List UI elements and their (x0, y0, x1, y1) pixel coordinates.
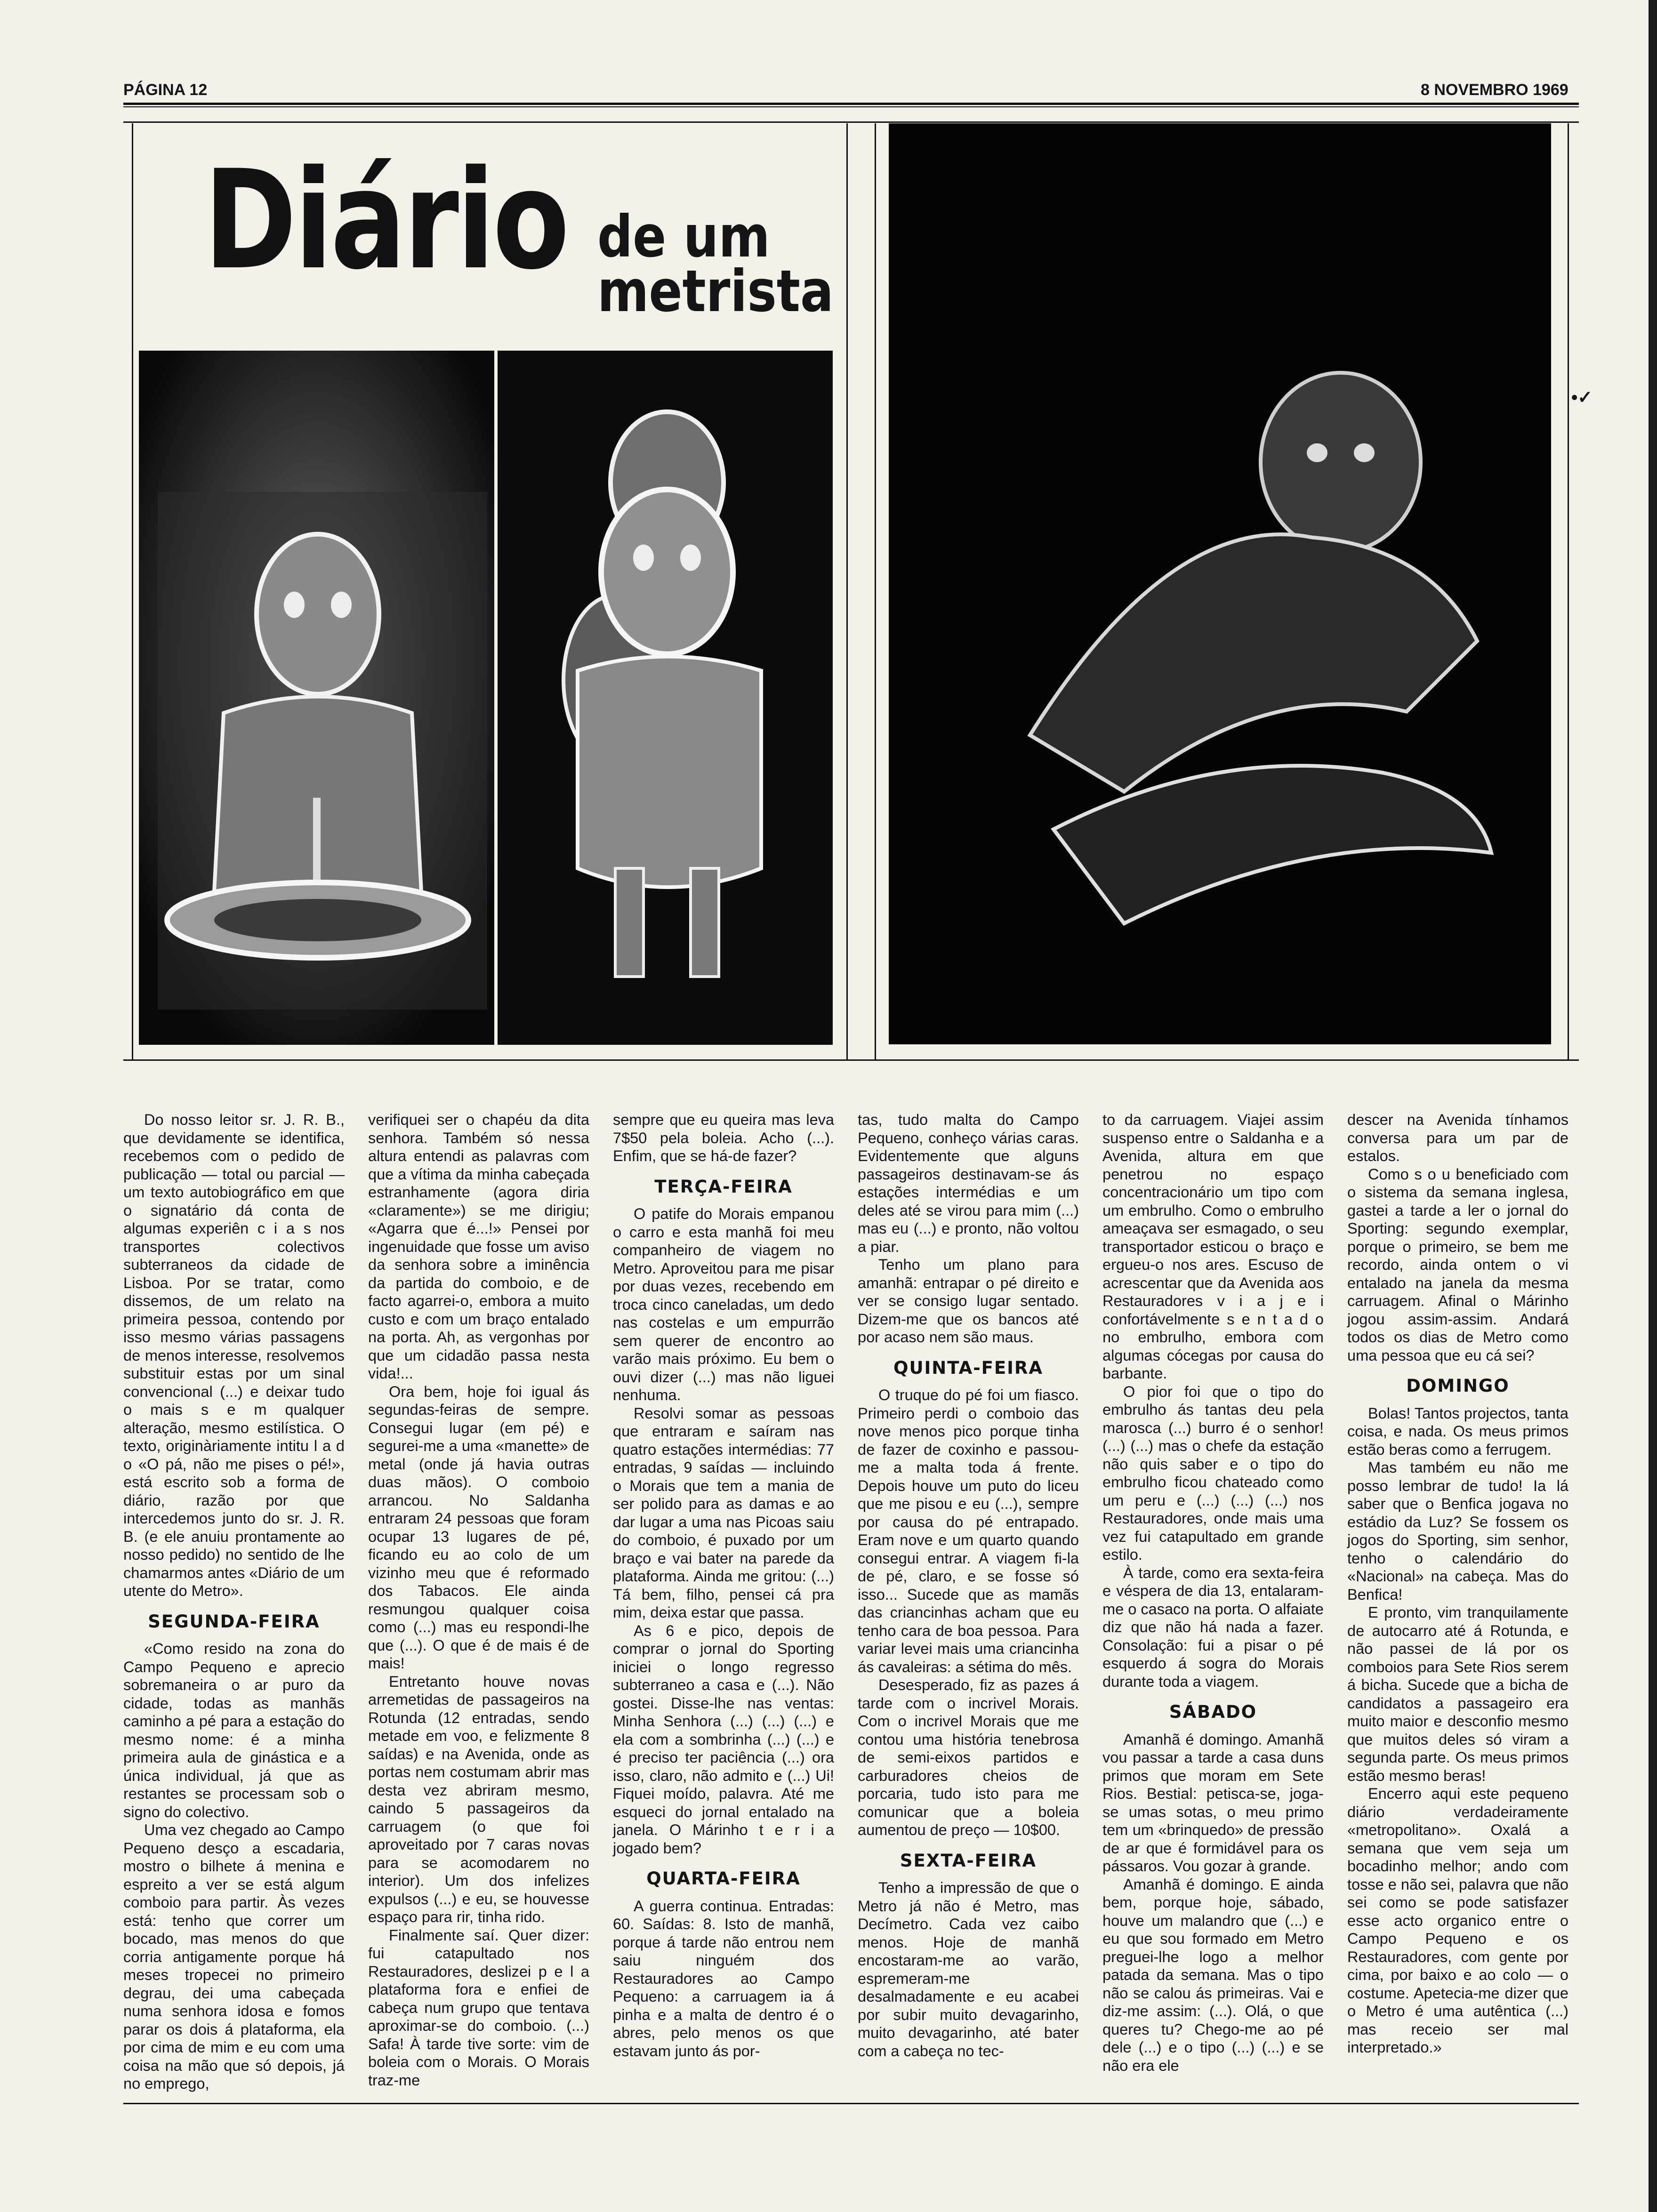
mannequin-child-figure-on-tray-icon (139, 351, 494, 1045)
paragraph: Tenho um plano para amanhã: entrapar o pé direito e ver se consigo lugar sentado. Dizem-me que os bancos até por acaso nem são maus. (858, 1256, 1079, 1346)
article-column-2 (368, 1111, 589, 2089)
day-heading-quinta: QUINTA-FEIRA (893, 1357, 1044, 1378)
paragraph: Uma vez chegado ao Campo Pequeno desço a escadaria, mostro o bilhete á menina e espreito a ver se está algum comboio para partir. Às vezes está: tenho que correr um bocado, mas menos do que corria antigamente porque há meses tropecei no primeiro degrau, dei uma cabeçada numa senhora idosa e fomos parar os dois á plataforma, ela por cima de mim e eu com uma coisa na mão que só depois, já no emprego, (123, 1821, 345, 2092)
day-heading-terca: TERÇA-FEIRA (654, 1176, 793, 1197)
paragraph: Desesperado, fiz as pazes á tarde com o incrivel Morais. Com o incrivel Morais que me contou uma história tenebrosa de semi-eixos partidos e carburadores cheios de porcaria, tudo isto para me comunicar que a boleia aumentou de preço — 10$00. (858, 1676, 1079, 1839)
article-column-5 (1102, 1111, 1324, 2075)
paragraph: O patife do Morais empanou o carro e esta manhã foi meu companheiro de viagem no Metro. Aproveitou para me pisar por duas vezes, recebendo em troca cinco caneladas, um dedo nas costelas e um empurrão sem querer de encontro ao varão mais próximo. Eu bem o ouvi dizer (...) mas não liguei nenhuma. (613, 1205, 834, 1404)
corner-mark: •✓ (1571, 388, 1593, 408)
headline-main: Diário (204, 141, 568, 300)
headline-sub (597, 203, 834, 325)
paragraph: O pior foi que o tipo do embrulho ás tantas deu pela marosca (...) burro é o senhor! (...) (...) mas o chefe da estação não quis saber e o tipo do embrulho ficou chateado como um peru e (...) (...) (...) nos Restauradores, onde mais uma vez fui catapultado em grande estilo. (1102, 1383, 1324, 1563)
intro-paragraph: Do nosso leitor sr. J. R. B., que devidamente se identifica, recebemos com o pedido de publicação — total ou parcial — um texto autobiográfico em que o signatário dá conta de algumas experiên c i a s nos transportes colectivos subterraneos da cidade de Lisboa. Por se tratar, como dissemos, de um relato na primeira pessoa, contendo por isso mesmo várias passagens de menos interesse, resolvemos substituir estas por um sinal convencional (...) e deixar tudo o mais s e m qualquer alteração, mesmo estilística. O texto, originàriamente intitu l a d o «O pá, não me pises o pé!», está escrito sob a forma de diário, razão por que intercedemos junto do sr. J. R. B. (e ele anuiu prontamente ao nosso pedido) no sentido de lhe chamarmos antes «Diário de um utente do Metro». (123, 1111, 345, 1599)
day-heading-sabado: SÁBADO (1169, 1702, 1257, 1722)
paragraph: Tenho a impressão de que o Metro já não é Metro, mas Decímetro. Cada vez caibo menos. Hoje de manhã encostaram-me ao varão, espremeram-me desalmadamente e eu acabei por subir muito devagarinho, muito devagarinho, até bater com a cabeça no tec- (858, 1879, 1079, 2060)
headline-sub-line2: metrista (597, 257, 834, 325)
photo-right (889, 123, 1551, 1044)
paragraph: verifiquei ser o chapéu da dita senhora. Também só nessa altura entendi as palavras com que a vítima da minha cabeçada estranhamente (agora diria «claramente») se me dirigiu; «Agarra que é...!» Pensei por ingenuidade que fosse um aviso da senhora sobre a iminência da partida do comboio, e de facto agarrei-o, embora a muito custo e com um braço entalado na porta. Ah, as vergonhas por que um cidadão passa nesta vida!... (368, 1111, 589, 1382)
article-column-1 (123, 1111, 345, 2093)
paragraph: Ora bem, hoje foi igual ás segundas-feiras de sempre. Consegui lugar (em pé) e segurei-me a uma «manette» de metal (onde já havia outras duas mãos). O comboio arrancou. No Saldanha entraram 24 pessoas que foram ocupar 13 lugares de pé, ficando eu ao colo de um vizinho meu que é reformado dos Tabacos. Ele ainda resmungou qualquer coisa como (...) mas eu respondi-lhe que (...). O que é de mais é de mais! (368, 1383, 589, 1672)
frame-right-rule (1568, 123, 1569, 1061)
paragraph: Finalmente saí. Quer dizer: fui catapultado nos Restauradores, deslizei p e l a plataforma fora e enfiei de cabeça num grupo que tentava aproximar-se do comboio. (...) Safa! À tarde tive sorte: vim de boleia com o Morais. O Morais traz-me (368, 1926, 589, 2089)
paragraph: À tarde, como era sexta-feira e véspera de dia 13, entalaram-me o casaco na porta. O alfaiate diz que não há nada a fazer. Consolação: fui a pisar o pé esquerdo á sogra do Morais durante toda a viagem. (1102, 1564, 1324, 1690)
paragraph: Amanhã é domingo. Amanhã vou passar a tarde a casa duns primos que moram em Sete Rios. Bestial: petisca-se, joga-se umas sotas, o meu primo tem um «brinquedo» de pressão de ar que é formidável para os pássaros. Vou gozar à grande. (1102, 1731, 1324, 1875)
paragraph: E pronto, vim tranquilamente de autocarro até á Rotunda, e não passei de lá por os comboios para Sete Rios serem á bicha. Sucede que a bicha de candidatos a passageiro era muito maior e desconfio mesmo que muitos deles só viram a segunda parte. Os meus primos estão mesmo beras! (1347, 1604, 1569, 1784)
paragraph: Mas também eu não me posso lembrar de tudo! Ia lá saber que o Benfica jogava no estádio da Luz? Se fossem os jogos do Sporting, sim senhor, tenho o calendário do «Nacional» na cabeça. Mas do Benfica! (1347, 1459, 1569, 1603)
paragraph: descer na Avenida tínhamos conversa para um par de estalos. (1347, 1111, 1569, 1164)
paragraph: «Como resido na zona do Campo Pequeno e aprecio sobremaneira o ar puro da cidade, todas as manhãs caminho a pé para a estação do mesmo nome: é a minha primeira aula de ginástica e a única individual, já que as restantes se processam sob o signo do colectivo. (123, 1640, 345, 1820)
paragraph: O truque do pé foi um fiasco. Primeiro perdi o comboio das nove menos pico porque tinha de fazer de coxinho e passou-me a malta toda á frente. Depois houve um puto do liceu que me pisou e eu (...), sempre por causa do pé entrapado. Eram nove e um quarto quando consegui entrar. A viagem fi-la de pé, claro, e se fosse só isso... Sucede que as mamãs das criancinhas acham que eu tenho cara de boa pessoa. Para variar levei mais uma criancinha ás cavaleiras: a sétima do mês. (858, 1387, 1079, 1675)
paragraph: Como s o u beneficiado com o sistema da semana inglesa, gastei a tarde a ler o jornal do Sporting: segundo exemplar, porque o primeiro, se bem me recordo, ainda ontem o vi entalado na janela da mesma carruagem. Afinal o Márinho jogou assim-assim. Andará todos os dias de Metro como uma pessoa que eu cá sei? (1347, 1165, 1569, 1364)
day-heading-segunda: SEGUNDA-FEIRA (148, 1611, 320, 1632)
paragraph: Bolas! Tantos projectos, tanta coisa, e nada. Os meus primos estão beras como a ferrugem. (1347, 1404, 1569, 1458)
article-body (123, 1111, 1583, 2099)
headline-sub-line1: de um (597, 203, 770, 270)
paragraph: Resolvi somar as pessoas que entraram e saíram nas quatro estações intermédias: 77 entradas, 9 saídas — incluindo o Morais que tem a mania de ser polido para as damas e ao dar lugar a uma nas Picoas saiu do comboio, é puxado por um braço e vai bater na parede da plataforma. Ainda me gritou: (...) Tá bem, filho, pensei cá pra mim, deixa estar que passa. (613, 1404, 834, 1621)
reclining-mannequin-figure-icon (889, 123, 1551, 1044)
paragraph: As 6 e pico, depois de comprar o jornal do Sporting iniciei o longo regresso subterraneo a casa e (...). Não gostei. Disse-lhe nas ventas: Minha Senhora (...) (...) (...) e ela com a sombrinha (...) (...) e é preciso ter paciência (...) ora isso, claro, não admito e (...) Ui! Fiquei moído, palavra. Até me esqueci do jornal entalado na janela. O Márinho t e r i a jogado bem? (613, 1622, 834, 1857)
page-number: PÁGINA 12 (123, 81, 208, 99)
article-column-4 (858, 1111, 1079, 2060)
photo-left (139, 351, 494, 1045)
header-rule (123, 103, 1579, 105)
frame-bottom-rule (123, 1059, 1579, 1061)
header-rule-thin (123, 106, 1579, 107)
issue-date: 8 NOVEMBRO 1969 (1421, 81, 1569, 99)
frame-top-rule (123, 121, 1579, 123)
article-column-3 (613, 1111, 834, 2060)
photo-divider (846, 123, 848, 1061)
photo-divider-2 (875, 123, 876, 1061)
article-column-6 (1347, 1111, 1569, 2057)
paragraph: Entretanto houve novas arremetidas de passageiros na Rotunda (12 entradas, sendo metade em voo, e felizmente 8 saídas) e na Avenida, onde as portas nem costumam abrir mas desta vez abriram mesmo, caindo 5 passageiros da carruagem (o que foi aproveitado por 7 caras novas para se acomodarem no interior). Um dos infelizes expulsos (...) e eu, se houvesse espaço para rir, tinha rido. (368, 1673, 589, 1925)
footer-rule (123, 2103, 1579, 2104)
paragraph: A guerra continua. Entradas: 60. Saídas: 8. Isto de manhã, porque á tarde não entrou nem saiu ninguém dos Restauradores ao Campo Pequeno: a carruagem ia á pinha e a malta de dentro é o abres, pelo menos os que estavam junto ás por- (613, 1897, 834, 2060)
day-heading-quarta: QUARTA-FEIRA (646, 1868, 801, 1889)
paragraph: Amanhã é domingo. E ainda bem, porque hoje, sábado, houve um malandro que (...) e eu que sou formado em Metro preguei-lhe logo a melhor patada da semana. Mas o tipo não se calou ás primeiras. Vai e diz-me assim: (...). Olá, o que queres tu? Chego-me ao pé dele (...) e o tipo (...) (...) e se não era ele (1102, 1875, 1324, 2074)
paragraph: Encerro aqui este pequeno diário verdadeiramente «metropolitano». Oxalá a semana que vem seja um bocadinho melhor; ando com tosse e não sei, palavra que não sei como se pode satisfazer esse acto organico entre o Campo Pequeno e os Restauradores, com gente por cima, por baixo e ao colo — o costume. Apetecia-me dizer que o Metro é uma autêntica (...) mas receio ser mal interpretado.» (1347, 1785, 1569, 2056)
day-heading-domingo: DOMINGO (1406, 1376, 1510, 1396)
page-edge (1649, 0, 1657, 2212)
mannequin-doubled-child-figures-icon (498, 351, 833, 1045)
paragraph: to da carruagem. Viajei assim suspenso entre o Saldanha e a Avenida, altura em que penetrou no espaço concentracionário um tipo com um embrulho. Como o embrulho ameaçava ser esmagado, o seu transportador esticou o braço e ergueu-o nos ares. Escuso de acrescentar que da Avenida aos Restauradores v i a j e i confortávelmente s e n t a d o no embrulho, embora com algumas cócegas por causa do barbante. (1102, 1111, 1324, 1382)
photo-middle (498, 351, 833, 1045)
day-heading-sexta: SEXTA-FEIRA (900, 1850, 1037, 1871)
paragraph: tas, tudo malta do Campo Pequeno, conheço várias caras. Evidentemente que alguns passageiros destinavam-se ás estações intermédias e um deles até se virou para mim (...) mas eu (...) e pronto, não voltou a piar. (858, 1111, 1079, 1255)
frame-left-rule (132, 123, 133, 1061)
paragraph: sempre que eu queira mas leva 7$50 pela boleia. Acho (...). Enfim, que se há-de fazer? (613, 1111, 834, 1164)
